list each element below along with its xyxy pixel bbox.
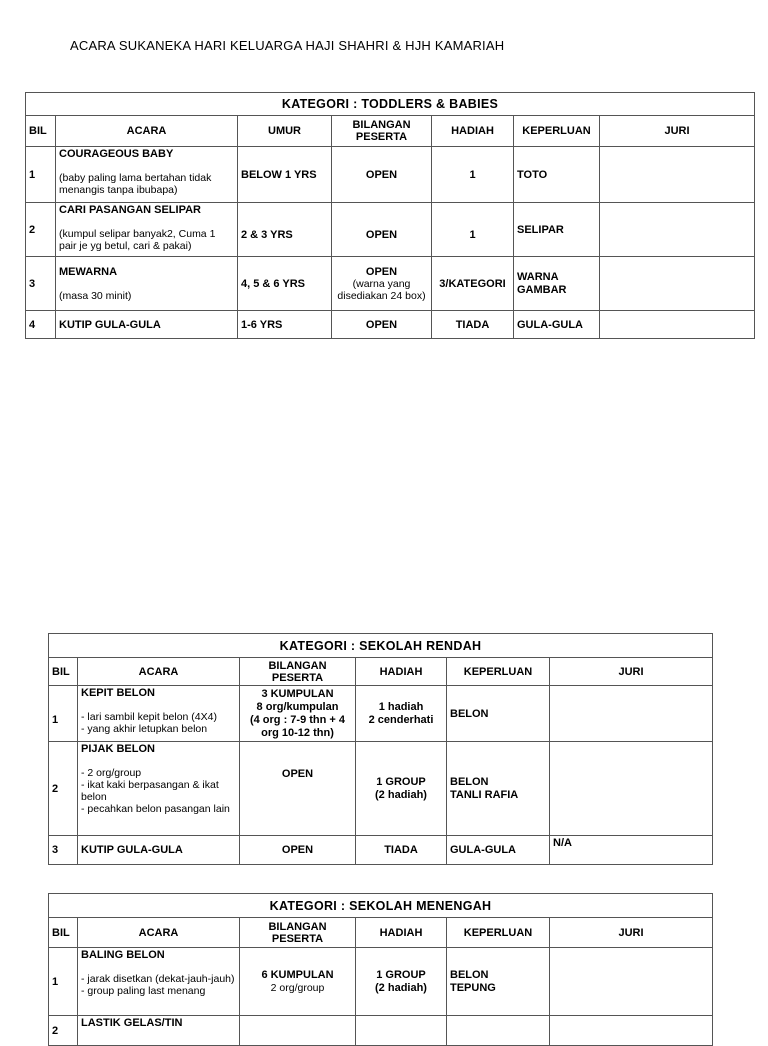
cell-bil: 4 [26, 311, 56, 339]
header-hadiah: HADIAH [356, 918, 447, 948]
cell-hadiah [356, 1016, 447, 1046]
cell-juri [550, 1016, 713, 1046]
event-desc: - 2 org/group - ikat kaki berpasangan & ikat belon - pecahkan belon pasangan lain [81, 767, 230, 815]
cell-hadiah: 3/KATEGORI [432, 257, 514, 311]
document-title: ACARA SUKANEKA HARI KELUARGA HAJI SHAHRI & HJH KAMARIAH [70, 38, 505, 53]
cell-keperluan: SELIPAR [514, 203, 600, 257]
header-bilangan-peserta: BILANGAN PESERTA [240, 918, 356, 948]
peserta-note: 2 org/group [270, 981, 325, 994]
cell-hadiah: 1 [432, 203, 514, 257]
peserta-note: (warna yang disediakan 24 box) [337, 277, 426, 302]
cell-keperluan: GULA-GULA [447, 836, 550, 865]
header-row [49, 658, 713, 686]
cell-peserta [240, 1016, 356, 1046]
cell-hadiah: 1 [432, 147, 514, 203]
cell-keperluan: TOTO [514, 147, 600, 203]
category-title: KATEGORI : SEKOLAH RENDAH [49, 634, 713, 658]
cell-peserta [240, 948, 356, 1016]
event-name: CARI PASANGAN SELIPAR [59, 204, 201, 216]
cell-keperluan: BELON [447, 686, 550, 742]
cell-acara: LASTIK GELAS/TIN [78, 1016, 240, 1046]
event-name: KEPIT BELON [81, 687, 155, 699]
header-bil: BIL [49, 658, 78, 686]
cell-bil: 1 [26, 147, 56, 203]
table-sekolah-rendah [48, 633, 713, 865]
cell-peserta: OPEN [332, 203, 432, 257]
cell-acara [78, 686, 240, 742]
cell-hadiah: 1 GROUP (2 hadiah) [356, 742, 447, 836]
header-hadiah: HADIAH [432, 116, 514, 147]
header-acara: ACARA [56, 116, 238, 147]
event-desc: (masa 30 minit) [59, 289, 132, 302]
header-bilangan-peserta: BILANGAN PESERTA [240, 658, 356, 686]
cell-acara: KUTIP GULA-GULA [56, 311, 238, 339]
cell-umur: BELOW 1 YRS [238, 147, 332, 203]
header-keperluan: KEPERLUAN [514, 116, 600, 147]
cell-bil: 1 [49, 686, 78, 742]
cell-bil: 3 [26, 257, 56, 311]
header-juri: JURI [550, 658, 713, 686]
cell-juri [550, 742, 713, 836]
event-name: PIJAK BELON [81, 743, 155, 755]
table-toddlers-babies [25, 92, 755, 339]
header-bil: BIL [49, 918, 78, 948]
table-row [49, 1016, 713, 1046]
cell-peserta: OPEN [240, 742, 356, 836]
peserta-main: 6 KUMPULAN [261, 968, 334, 981]
table-sekolah-menengah [48, 893, 713, 1046]
event-desc: - jarak disetkan (dekat-jauh-jauh) - group paling last menang [81, 973, 235, 997]
cell-acara [78, 948, 240, 1016]
header-juri: JURI [600, 116, 755, 147]
cell-acara [56, 147, 238, 203]
header-bilangan-peserta: BILANGAN PESERTA [332, 116, 432, 147]
cell-acara [56, 257, 238, 311]
header-juri: JURI [550, 918, 713, 948]
table-row [26, 147, 755, 203]
event-name: MEWARNA [59, 265, 118, 278]
table-row [26, 311, 755, 339]
cell-hadiah: TIADA [356, 836, 447, 865]
event-desc: (kumpul selipar banyak2, Cuma 1 pair je yg betul, cari & pakai) [59, 228, 216, 252]
cell-juri [600, 311, 755, 339]
cell-hadiah: 1 hadiah 2 cenderhati [356, 686, 447, 742]
cell-keperluan: WARNA GAMBAR [514, 257, 600, 311]
cell-hadiah: 1 GROUP (2 hadiah) [356, 948, 447, 1016]
cell-umur: 4, 5 & 6 YRS [238, 257, 332, 311]
table-row [49, 836, 713, 865]
event-name: COURAGEOUS BABY [59, 148, 174, 160]
event-desc: - lari sambil kepit belon (4X4) - yang akhir letupkan belon [81, 711, 217, 735]
cell-acara [78, 742, 240, 836]
table-row [49, 948, 713, 1016]
cell-peserta: OPEN [332, 311, 432, 339]
cell-hadiah: TIADA [432, 311, 514, 339]
table-row [26, 203, 755, 257]
cell-peserta: OPEN [332, 147, 432, 203]
table-row [26, 257, 755, 311]
table-row [49, 742, 713, 836]
header-keperluan: KEPERLUAN [447, 658, 550, 686]
header-row [26, 116, 755, 147]
cell-juri [600, 257, 755, 311]
header-row [49, 918, 713, 948]
header-acara: ACARA [78, 918, 240, 948]
cell-juri [600, 203, 755, 257]
cell-juri [550, 686, 713, 742]
cell-acara: KUTIP GULA-GULA [78, 836, 240, 865]
cell-keperluan [447, 1016, 550, 1046]
cell-bil: 2 [49, 742, 78, 836]
cell-juri [550, 948, 713, 1016]
cell-peserta: 3 KUMPULAN 8 org/kumpulan (4 org : 7-9 thn + 4 org 10-12 thn) [240, 686, 356, 742]
peserta-main: OPEN [365, 265, 398, 278]
header-umur: UMUR [238, 116, 332, 147]
cell-bil: 2 [26, 203, 56, 257]
header-keperluan: KEPERLUAN [447, 918, 550, 948]
cell-bil: 1 [49, 948, 78, 1016]
header-bil: BIL [26, 116, 56, 147]
cell-acara [56, 203, 238, 257]
event-name: BALING BELON [81, 949, 165, 961]
cell-peserta: OPEN [240, 836, 356, 865]
category-title: KATEGORI : TODDLERS & BABIES [26, 93, 755, 116]
table-row [49, 686, 713, 742]
cell-juri [600, 147, 755, 203]
cell-keperluan: BELON TEPUNG [447, 948, 550, 1016]
cell-umur: 2 & 3 YRS [238, 203, 332, 257]
cell-juri: N/A [550, 836, 713, 865]
category-title: KATEGORI : SEKOLAH MENENGAH [49, 894, 713, 918]
cell-peserta [332, 257, 432, 311]
event-desc: (baby paling lama bertahan tidak menangis tanpa ibubapa) [59, 172, 212, 196]
cell-umur: 1-6 YRS [238, 311, 332, 339]
cell-keperluan: GULA-GULA [514, 311, 600, 339]
cell-keperluan: BELON TANLI RAFIA [447, 742, 550, 836]
cell-bil: 3 [49, 836, 78, 865]
header-acara: ACARA [78, 658, 240, 686]
cell-bil: 2 [49, 1016, 78, 1046]
header-hadiah: HADIAH [356, 658, 447, 686]
